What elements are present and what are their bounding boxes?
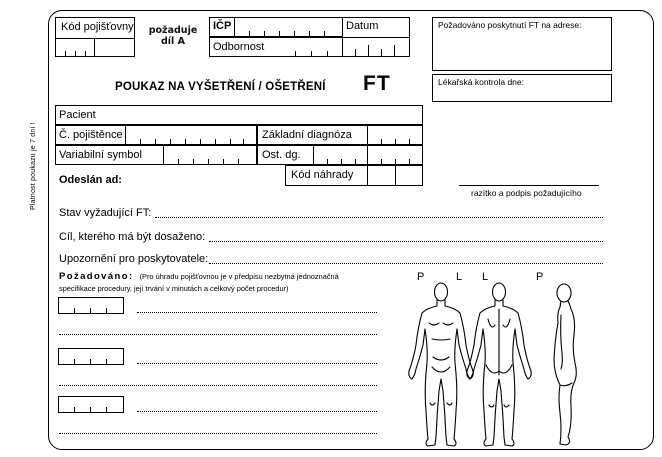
body-diagram[interactable] (394, 279, 594, 449)
stamp-line-1: požaduje (148, 25, 198, 36)
variable-symbol-label: Variabilní symbol (59, 149, 142, 161)
stamp-line-2: díl A (161, 36, 185, 47)
insurance-number-label: Č. pojištěnce (59, 129, 123, 141)
request-heading-row (59, 270, 339, 283)
patient-field[interactable] (55, 105, 423, 125)
icp-label: IČP (213, 20, 232, 32)
notice-input[interactable] (209, 263, 603, 264)
address-label: Požadováno poskytnutí FT na adrese: (438, 20, 582, 30)
referral-form (48, 10, 654, 450)
procedure-code-3[interactable] (58, 396, 124, 413)
procedure-extra-2[interactable] (59, 385, 377, 386)
body-label-front-p: P (417, 271, 425, 283)
other-diagnosis-label: Ost. dg. (262, 149, 301, 161)
request-heading: Požadováno: (59, 271, 134, 282)
form-title: POUKAZ NA VYŠETŘENÍ / OŠETŘENÍ (115, 81, 326, 93)
notice-label: Upozornění pro poskytovatele: (59, 253, 209, 265)
sent-from-label: Odeslán ad: (59, 174, 122, 186)
validity-note: Platnost poukazu je 7 dní ! (30, 122, 37, 210)
form-code: FT (363, 72, 391, 95)
procedure-extra-1[interactable] (59, 334, 377, 335)
request-note-line1: (Pro úhradu pojišťovnou je v předpisu nezbytná jednoznačná (139, 272, 339, 281)
body-back-figure (467, 283, 531, 446)
procedure-code-1[interactable] (58, 297, 124, 314)
basic-diagnosis-label: Základní diagnóza (262, 129, 352, 141)
insurer-code-label: Kód pojišťovny (61, 21, 134, 33)
procedure-desc-2[interactable] (137, 363, 377, 364)
body-side-figure (554, 284, 576, 445)
patient-label: Pacient (59, 109, 96, 121)
body-front-figure (409, 283, 473, 446)
goal-label: Cíl, kterého má být dosaženo: (59, 231, 206, 243)
body-label-front-l: L (456, 271, 463, 283)
procedure-desc-3[interactable] (137, 411, 377, 412)
body-label-back-l: L (482, 271, 489, 283)
procedure-desc-1[interactable] (137, 312, 377, 313)
procedure-extra-3[interactable] (59, 433, 377, 434)
state-label: Stav vyžadující FT: (59, 207, 152, 219)
request-note-line2: specifikace procedury, její trvání v minutách a celkový počet procedur) (59, 284, 289, 293)
procedure-code-2[interactable] (58, 348, 124, 365)
goal-input[interactable] (209, 241, 603, 242)
refund-code-label: Kód náhrady (291, 169, 354, 181)
specialty-label: Odbornost (213, 41, 265, 53)
signature-line (459, 185, 599, 186)
date-label: Datum (346, 20, 379, 32)
state-input[interactable] (155, 217, 603, 218)
body-label-back-p: P (536, 271, 544, 283)
requester-stamp (139, 25, 207, 47)
control-date-label: Lékařská kontrola dne: (438, 77, 524, 87)
signature-label: razítko a podpis požadujícího (471, 188, 582, 198)
